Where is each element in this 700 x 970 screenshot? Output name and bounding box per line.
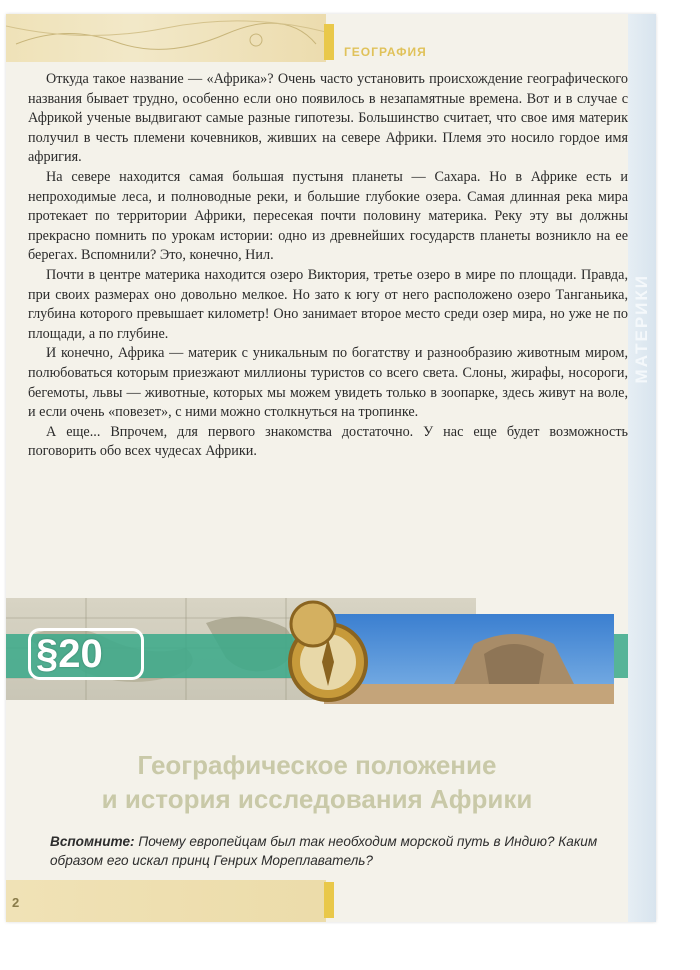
paragraph: Откуда такое название — «Африка»? Очень часто установить происхождение географического названия бывает трудно, особенно если оно появилось в незапамятные времена. Вот и в случае с Африкой ученые выдвигают самые разные гипотезы. Большинство считает, что свое имя материк получил в честь племени кочевников, живших на севере Африки. Племя это носило гордое имя афригия. — [28, 71, 628, 166]
page-number: 2 — [12, 895, 20, 910]
paragraph: И конечно, Африка — материк с уникальным по богатству и разнообразию животным миром, полюбоваться которым приезжают миллионы туристов со всего света. Слоны, жирафы, носороги, бегемоты, львы — животные, которых мы можем увидеть только в зоопарке, здесь живут на воле, и если очень «повезет», с ними можно столкнуться на тропинке. — [28, 345, 628, 421]
section-banner — [6, 584, 628, 724]
textbook-page — [6, 14, 656, 922]
right-decor-strip — [628, 14, 656, 922]
paragraph: А еще... Впрочем, для первого знакомства достаточно. У нас еще будет возможность поговорить обо всех чудесах Африки. — [28, 423, 628, 460]
footer-map-band — [6, 880, 326, 922]
paragraph: Почти в центре материка находится озеро Виктория, третье озеро в мире по площади. Правда, при своих размерах оно довольно мелкое. Но зато к югу от него расположено озеро Танганьика, глубина которого превышает километр! Оно занимает второе место среди озер мира, но уже не по площади, а по глубине. — [28, 266, 628, 342]
chapter-title-line2: и история исследования Африки — [101, 784, 533, 814]
recall-block — [50, 832, 630, 870]
main-text — [28, 70, 628, 462]
subject-title: ГЕОГРАФИЯ — [344, 45, 427, 59]
header-gold-bar — [324, 24, 334, 60]
header-map-band — [6, 14, 326, 62]
footer-gold-bar — [324, 882, 334, 918]
compass-icon — [268, 594, 388, 714]
section-number: §20 — [36, 632, 103, 676]
recall-lead: Вспомните: — [50, 834, 135, 849]
chapter-title-line1: Географическое положение — [137, 750, 497, 780]
side-label: МАТЕРИКИ — [632, 274, 651, 384]
recall-question: Почему европейцам был так необходим морской путь в Индию? Каким образом его искал принц Генрих Мореплаватель? — [50, 834, 598, 868]
paragraph: На севере находится самая большая пустыня планеты — Сахара. Но в Африке есть и непроходимые леса, и полноводные реки, и большие глубокие озера. Самая длинная река мира протекает по территории Африки, пересекая почти половину материка. Реку эту вы должны прекрасно помнить по урокам истории: одно из древнейших государств планеты возникло на ее берегах. Вспомнили? Это, конечно, Нил. — [28, 168, 628, 264]
chapter-title — [6, 748, 628, 816]
map-decoration-icon — [6, 14, 326, 62]
